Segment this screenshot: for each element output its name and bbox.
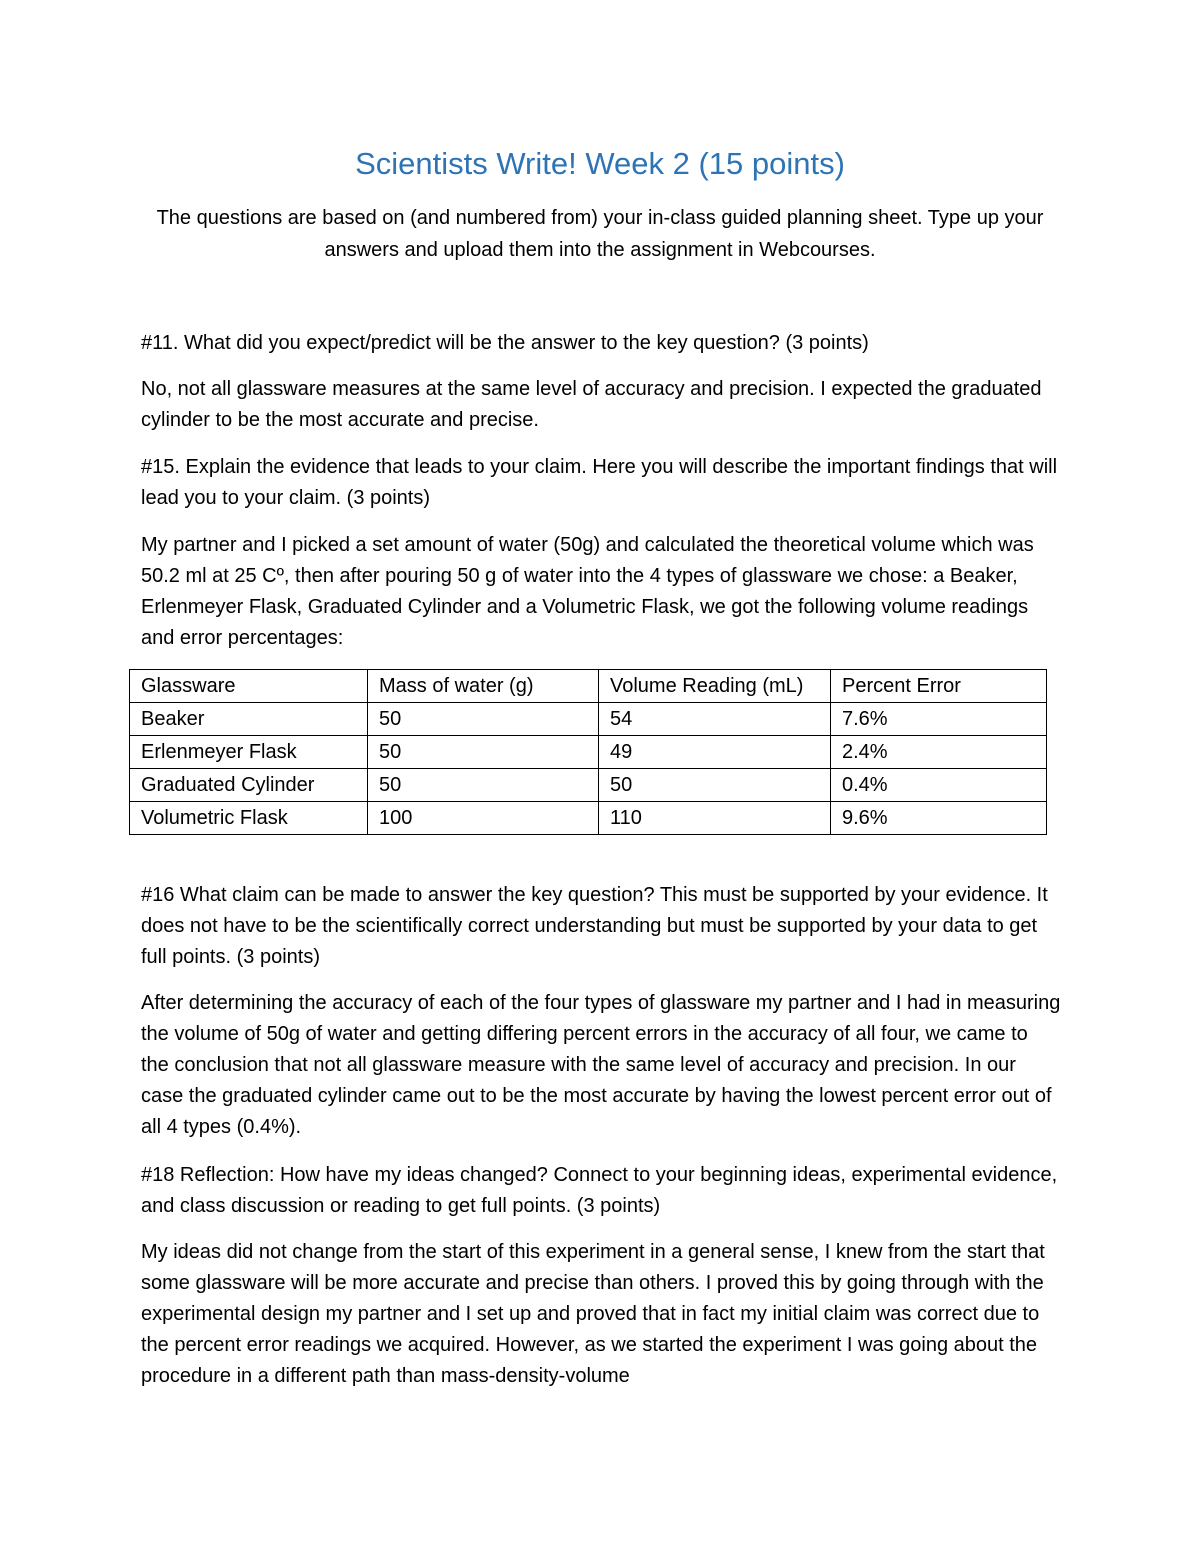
answer-18: My ideas did not change from the start of this experiment in a general sense, I knew from the start that some glassware will be more accurate and precise than others. I proved this by going through with the experimental design my partner and I set up and proved that in fact my initial claim was correct due to the percent error readings we acquired. However, as we started the experiment I was going about the procedure in a different path than mass-density-volume	[141, 1241, 1045, 1387]
table-cell: 0.4%	[831, 769, 1047, 802]
table-header-cell: Volume Reading (mL)	[599, 670, 831, 703]
intro-paragraph: The questions are based on (and numbered from) your in-class guided planning sheet. Type up your answers and upload them into the assignment in Webcourses.	[156, 207, 1044, 261]
table-header-cell: Glassware	[130, 670, 368, 703]
answer-11: No, not all glassware measures at the same level of accuracy and precision. I expected the graduated cylinder to be the most accurate and precise.	[141, 378, 1042, 431]
question-11: #11. What did you expect/predict will be the answer to the key question? (3 points)	[141, 332, 869, 354]
table-cell: 50	[599, 769, 831, 802]
table-cell: 50	[368, 703, 599, 736]
table-cell: 50	[368, 736, 599, 769]
table-header-row	[130, 670, 1047, 703]
table-cell: Graduated Cylinder	[130, 769, 368, 802]
question-15: #15. Explain the evidence that leads to your claim. Here you will describe the important findings that will lead you to your claim. (3 points)	[141, 456, 1058, 509]
table-cell: 110	[599, 802, 831, 835]
question-18: #18 Reflection: How have my ideas changed? Connect to your beginning ideas, experimental evidence, and class discussion or reading to get full points. (3 points)	[141, 1164, 1058, 1217]
table-row	[130, 703, 1047, 736]
table-cell: 49	[599, 736, 831, 769]
table-cell: 9.6%	[831, 802, 1047, 835]
table-row	[130, 769, 1047, 802]
question-16: #16 What claim can be made to answer the key question? This must be supported by your evidence. It does not have to be the scientifically correct understanding but must be supported by your data to get full points. (3 points)	[141, 884, 1048, 968]
table-cell: 2.4%	[831, 736, 1047, 769]
table-row	[130, 802, 1047, 835]
table-cell: 7.6%	[831, 703, 1047, 736]
table-cell: 50	[368, 769, 599, 802]
answer-16: After determining the accuracy of each of the four types of glassware my partner and I had in measuring the volume of 50g of water and getting differing percent errors in the accuracy of all four, we came to the conclusion that not all glassware measure with the same level of accuracy and precision. In our case the graduated cylinder came out to be the most accurate by having the lowest percent error out of all 4 types (0.4%).	[141, 992, 1061, 1138]
table-cell: 100	[368, 802, 599, 835]
page-title: Scientists Write! Week 2 (15 points)	[355, 146, 845, 181]
answer-15: My partner and I picked a set amount of water (50g) and calculated the theoretical volume which was 50.2 ml at 25 Cº, then after pouring 50 g of water into the 4 types of glassware we chose: a Beaker, Erlenmeyer Flask, Graduated Cylinder and a Volumetric Flask, we got the following volume readings and error percentages:	[141, 534, 1034, 649]
table-header-cell: Percent Error	[831, 670, 1047, 703]
table-cell: 54	[599, 703, 831, 736]
table-cell: Beaker	[130, 703, 368, 736]
table-cell: Volumetric Flask	[130, 802, 368, 835]
table-header-cell: Mass of water (g)	[368, 670, 599, 703]
table-cell: Erlenmeyer Flask	[130, 736, 368, 769]
table-row	[130, 736, 1047, 769]
glassware-table	[129, 669, 1047, 835]
